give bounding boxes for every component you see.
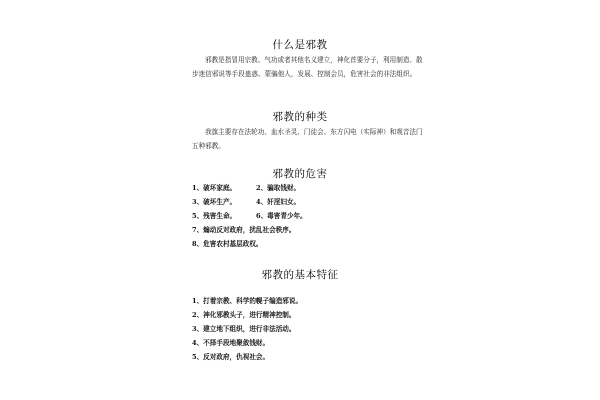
harm-item: 6、毒害青少年。 [256, 212, 307, 220]
list-item [192, 239, 263, 249]
list-item [192, 183, 301, 193]
list-item [192, 211, 307, 221]
harm-item: 7、煽动反对政府，扰乱社会秩序。 [192, 226, 296, 234]
section-body-types: 我旗主要存在法轮功、血水圣灵、门徒会、东方闪电（实际神）和观音法门五种邪教。 [192, 128, 423, 150]
section-title-features: 邪教的基本特征 [261, 269, 339, 281]
list-item: 2、神化邪教头子，进行精神控制。 [192, 311, 296, 319]
section-body-what-is: 邪教是指冒用宗教、气功或者其他名义建立，神化首要分子，利用制造、散步迷信邪说等手段蛊惑、蒙骗他人，发展、控制会员，危害社会的非法组织。 [192, 56, 423, 78]
harm-item: 3、破坏生产。 [192, 198, 237, 206]
section-title-what-is: 什么是邪教 [272, 39, 328, 51]
list-item: 5、反对政府，仇视社会。 [192, 353, 270, 361]
section-title-types: 邪教的种类 [272, 111, 328, 123]
harm-item: 4、奸淫妇女。 [256, 198, 301, 206]
section-title-harms: 邪教的危害 [272, 168, 328, 180]
harm-item: 8、危害农村基层政权。 [192, 240, 263, 248]
harm-item: 5、残害生命。 [192, 212, 237, 220]
list-item: 1、打着宗教、科学的幌子编造邪说。 [192, 297, 303, 305]
list-item [192, 225, 296, 235]
list-item: 3、建立地下组织，进行非法活动。 [192, 325, 296, 333]
list-item [192, 197, 301, 207]
harm-item: 1、破坏家庭。 [192, 184, 237, 192]
list-item: 4、不择手段地聚敛钱财。 [192, 339, 270, 347]
harm-item: 2、骗取钱财。 [256, 184, 301, 192]
